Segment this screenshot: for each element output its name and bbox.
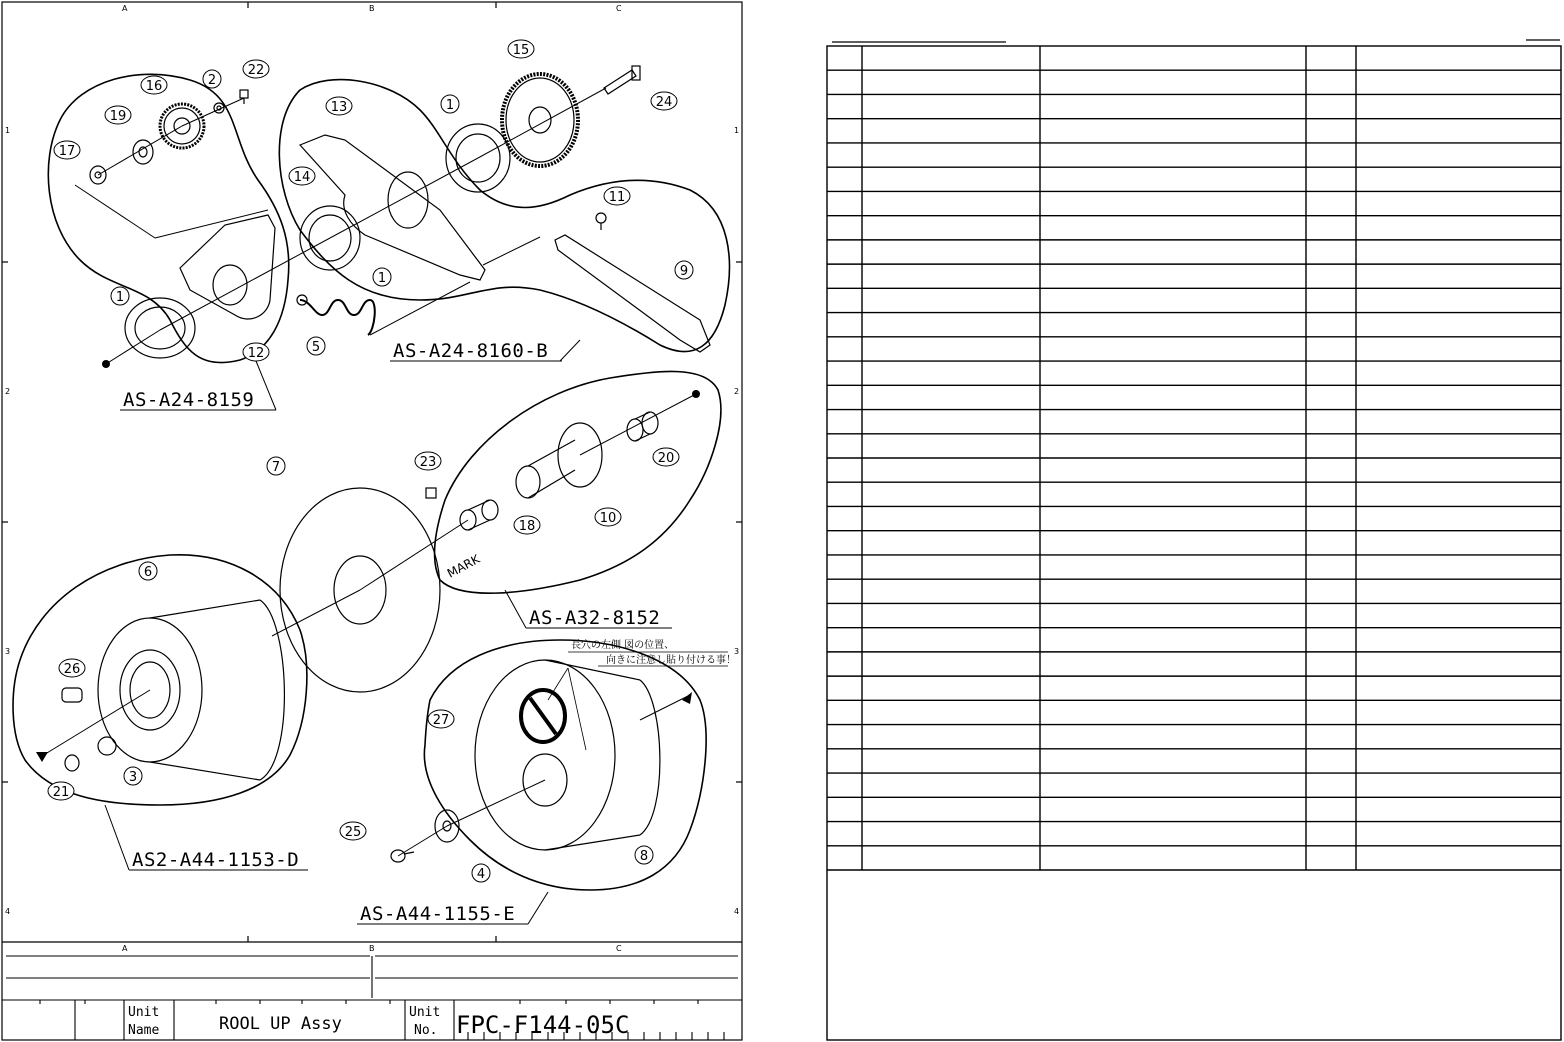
collar-3 [98,737,116,755]
grid-row-1-right: 1 [734,126,740,135]
unit-name: ROOL UP Assy [219,1014,342,1034]
callout-13: 13 [330,100,348,115]
assembly-label-a44-1153-d: AS2-A44-1153-D [132,849,300,871]
callout-7: 7 [271,460,281,475]
callout-22: 22 [247,63,265,78]
callout-12: 12 [247,346,265,361]
bracket-12 [180,215,275,319]
callout-4: 4 [476,867,486,882]
assembly-label-a24-8159: AS-A24-8159 [123,389,255,411]
callout-1-top: 1 [445,98,455,113]
grid-row-4-right: 4 [734,907,740,916]
grid-row-3-left: 3 [5,647,11,656]
grid-col-b-top: B [369,4,375,13]
assembly-label-a24-8160-b: AS-A24-8160-B [393,340,549,362]
grid-row-2-right: 2 [734,387,740,396]
pin-26 [62,688,82,702]
screw-23 [426,488,436,498]
drum-6 [98,600,284,780]
callout-bubbles [48,40,693,882]
unit-name-label-2: Name [128,1023,160,1038]
callout-5: 5 [311,340,321,355]
callout-27: 27 [432,713,450,728]
mark-label: MARK [444,551,483,581]
parts-drawing [62,66,710,862]
callout-numbers [53,43,688,882]
spring-5 [297,295,375,335]
callout-8: 8 [639,849,649,864]
callout-24: 24 [655,95,673,110]
unit-no-label-1: Unit [409,1005,441,1020]
callout-20: 20 [657,451,675,466]
grid-col-c-top: C [616,4,622,13]
pin-21 [65,755,79,771]
callout-26: 26 [63,662,81,677]
grid-row-3-right: 3 [734,647,740,656]
title-block [2,956,742,1040]
note-line-1: 長穴の左側 図の位置、 [571,640,675,651]
screw-25 [391,850,414,862]
gear-15 [502,74,578,166]
title-block-text [128,1005,629,1039]
callout-14: 14 [293,170,311,185]
grid-col-c-bottom: C [616,944,622,953]
collar-18 [460,500,498,530]
parts-table-frame [827,46,1561,1040]
outline-as-a44-1155-e [424,640,706,890]
callout-16: 16 [145,79,163,94]
callout-21: 21 [52,785,70,800]
screw-11 [596,213,606,230]
grid-col-b-bottom: B [369,944,375,953]
grid-labels [5,4,739,953]
callout-19: 19 [109,109,127,124]
callout-17: 17 [58,144,76,159]
grid-col-a-top: A [122,4,128,13]
shaft-10 [516,423,602,498]
callout-18: 18 [518,519,536,534]
unit-name-label-1: Unit [128,1005,160,1020]
grid-row-4-left: 4 [5,907,11,916]
callout-2: 2 [207,73,217,88]
assembly-label-underlines [105,340,675,924]
callout-23: 23 [419,455,437,470]
callout-3: 3 [128,770,138,785]
assembly-label-a44-1155-e: AS-A44-1155-E [360,903,516,925]
parts-table-rows [827,70,1561,870]
screw-24 [604,66,640,94]
note-line-2: 向きに注意し貼り付ける事！ [606,655,736,666]
callout-1-left: 1 [115,290,125,305]
pulley-19 [133,140,153,164]
grid-col-a-bottom: A [122,944,128,953]
callout-25: 25 [344,825,362,840]
grid-row-2-left: 2 [5,387,11,396]
sticker-27 [521,690,565,742]
plate-13 [300,135,485,280]
callout-10: 10 [599,511,617,526]
unit-number: FPC-F144-05C [456,1011,630,1039]
parts-table-header-rules [832,40,1560,42]
callout-15: 15 [512,43,530,58]
drum-8 [475,660,660,850]
unit-no-label-2: No. [414,1023,438,1038]
outline-as2-a44-1153-d [13,555,307,805]
grid-row-1-left: 1 [5,126,11,135]
callout-6: 6 [143,565,153,580]
callout-1-middle: 1 [377,271,387,286]
callout-9: 9 [679,264,689,279]
assembly-label-a32-8152: AS-A32-8152 [529,607,661,629]
callout-11: 11 [608,190,626,205]
axis-lines [42,88,696,856]
washer-1-left [125,298,195,358]
lever-9 [555,235,710,352]
screw-22 [240,90,248,104]
